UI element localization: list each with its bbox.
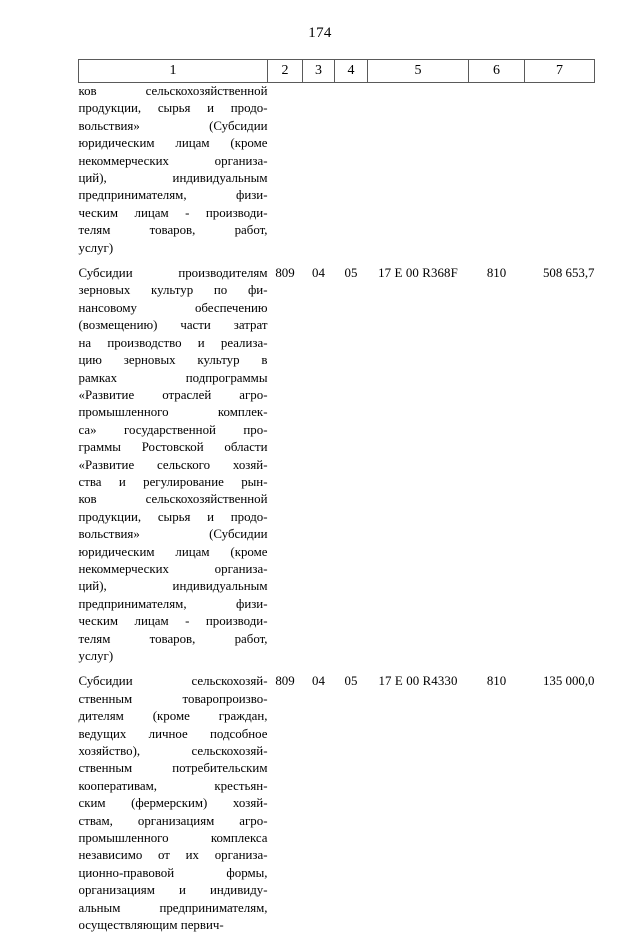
text-line: ведущих личное подсобное <box>78 726 268 741</box>
text-line: телям товаров, работ, <box>78 223 268 238</box>
row-section-cell <box>303 83 335 258</box>
row-amount-cell: 508 653,7 <box>542 266 595 281</box>
text-line: некоммерческих организа- <box>78 153 268 168</box>
text-line: цию зерновых культур в <box>78 353 268 368</box>
text-line: ционно-правовой формы, <box>78 865 268 880</box>
text-line: ков сельскохозяйственной <box>78 492 268 507</box>
row-chapter-cell <box>268 83 303 258</box>
text-line: «Развитие отраслей агро- <box>78 387 268 402</box>
text-line: юридическим лицам (кроме <box>78 136 268 151</box>
text-line: вольствия» (Субсидии <box>78 118 268 133</box>
row-name-cell <box>79 673 268 934</box>
row-subsection-cell <box>335 83 368 258</box>
text-line: нансовому обеспечению <box>78 300 268 315</box>
column-header-6: 6 <box>469 60 525 83</box>
text-line: (возмещению) части затрат <box>78 318 268 333</box>
row-expense-type-cell: 810 <box>486 674 507 689</box>
column-header-7: 7 <box>525 60 595 83</box>
column-header-2: 2 <box>268 60 303 83</box>
text-line: юридическим лицам (кроме <box>78 544 268 559</box>
text-line: некоммерческих организа- <box>78 561 268 576</box>
row-target-code-cell: 17 Е 00 R368F <box>378 266 458 281</box>
text-line: предпринимателям, физи- <box>78 596 268 611</box>
row-name-cell <box>79 83 268 258</box>
table-row <box>79 673 595 934</box>
text-line: услуг) <box>78 649 114 663</box>
text-line: ций), индивидуальным <box>78 579 268 594</box>
text-line: граммы Ростовской области <box>78 440 268 455</box>
text-line: ков сельскохозяйственной <box>78 84 268 98</box>
row-subsection-cell: 05 <box>344 266 358 281</box>
column-header-3: 3 <box>303 60 335 83</box>
row-chapter-cell: 809 <box>275 674 295 689</box>
row-expense-type-cell <box>469 83 525 258</box>
row-name-cell <box>79 265 268 665</box>
row-section-cell: 04 <box>312 266 325 281</box>
text-line: зерновых культур по фи- <box>78 283 268 298</box>
row-subsection-cell: 05 <box>344 674 358 689</box>
text-line: дителям (кроме граждан, <box>78 709 268 724</box>
text-line: альным предпринимателям, <box>78 900 268 915</box>
text-line: промышленного комплек- <box>78 405 268 420</box>
row-section-cell: 04 <box>312 674 325 689</box>
text-line: Субсидии производителям <box>78 266 268 281</box>
text-line: вольствия» (Субсидии <box>78 527 268 542</box>
text-line: телям товаров, работ, <box>78 631 268 646</box>
table-row <box>79 83 595 258</box>
text-line: независимо от их организа- <box>78 848 268 863</box>
table-header <box>79 60 595 83</box>
text-line: ческим лицам - производи- <box>78 205 268 220</box>
text-line: ственным потребительским <box>78 761 268 776</box>
row-amount-cell <box>525 83 595 258</box>
text-line: услуг) <box>78 240 114 255</box>
text-line: Субсидии сельскохозяй- <box>78 674 268 689</box>
text-line: ства и регулирование рын- <box>78 474 268 489</box>
text-line: кооперативам, крестьян- <box>78 778 268 793</box>
text-line: ским (фермерским) хозяй- <box>78 796 268 811</box>
text-line: на производство и реализа- <box>78 335 268 350</box>
table-row <box>79 265 595 665</box>
text-line: ций), индивидуальным <box>78 171 268 186</box>
text-line: са» государственной про- <box>78 422 268 437</box>
text-line: рамках подпрограммы <box>78 370 268 385</box>
text-line: ственным товаропроизво- <box>78 691 268 706</box>
text-line: продукции, сырья и продо- <box>78 101 268 116</box>
budget-table-container <box>78 59 594 935</box>
text-line: «Развитие сельского хозяй- <box>78 457 268 472</box>
row-target-code-cell: 17 Е 00 R4330 <box>378 674 458 689</box>
row-spacer <box>79 257 595 265</box>
text-line: ствам, организациям агро- <box>78 813 268 828</box>
page-number: 174 <box>308 25 332 41</box>
text-line: хозяйство), сельскохозяй- <box>78 744 268 759</box>
table-header-row <box>79 60 595 83</box>
budget-table <box>78 59 595 935</box>
text-line: продукции, сырья и продо- <box>78 509 268 524</box>
text-line: промышленного комплекса <box>78 831 268 846</box>
row-expense-type-cell: 810 <box>486 266 507 281</box>
row-amount-cell: 135 000,0 <box>542 674 595 689</box>
text-line: осуществляющим первич- <box>78 918 224 933</box>
text-line: ческим лицам - производи- <box>78 614 268 629</box>
text-line: предпринимателям, физи- <box>78 188 268 203</box>
row-target-code-cell <box>368 83 469 258</box>
text-line: организациям и индивиду- <box>78 883 268 898</box>
column-header-1: 1 <box>79 60 268 83</box>
column-header-5: 5 <box>368 60 469 83</box>
column-header-4: 4 <box>335 60 368 83</box>
row-chapter-cell: 809 <box>275 266 295 281</box>
table-body <box>79 83 595 935</box>
row-spacer <box>79 665 595 673</box>
